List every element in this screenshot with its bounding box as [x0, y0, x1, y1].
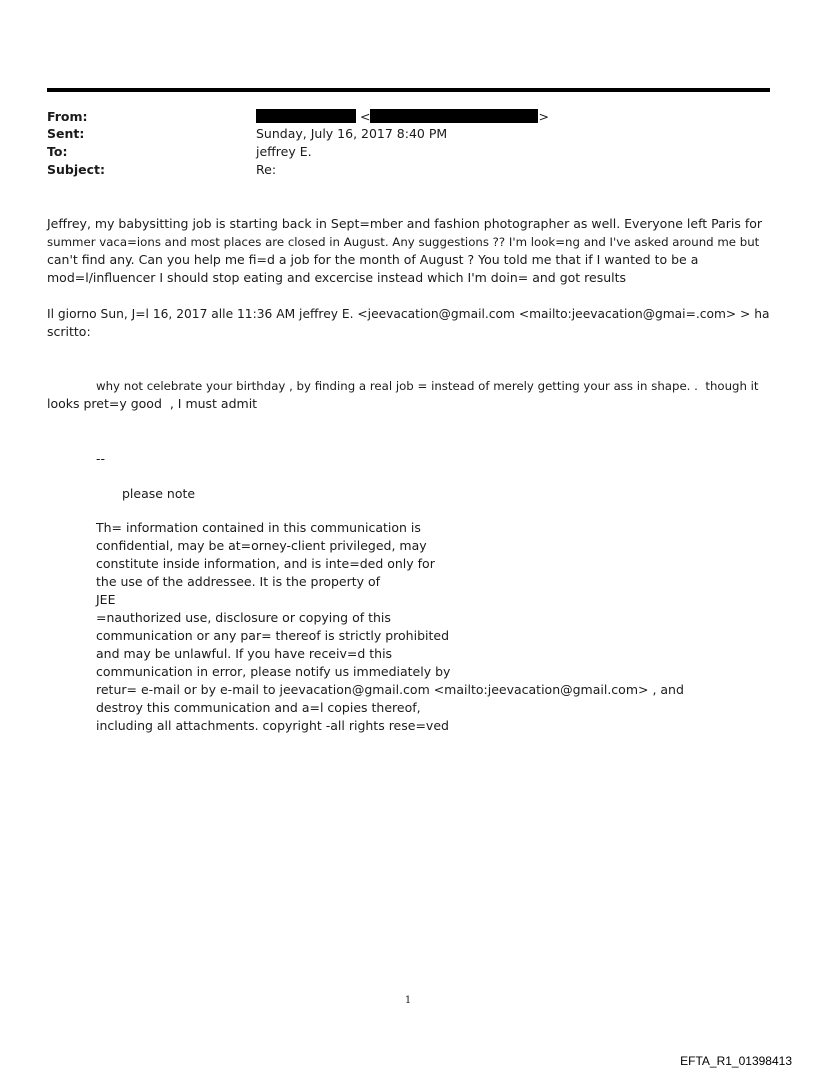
disclaimer-line-8: and may be unlawful. If you have receiv=d this — [96, 646, 393, 661]
please-note: please note — [122, 486, 196, 501]
redacted-sender-email — [370, 109, 538, 123]
disclaimer-line-10: retur= e-mail or by e-mail to jeevacation@gmail.com <mailto:jeevacation@gmail.com> , and — [96, 682, 684, 697]
disclaimer-line-3: constitute inside information, and is inte=ded only for — [96, 556, 435, 571]
sent-value: Sunday, July 16, 2017 8:40 PM — [256, 126, 448, 141]
quote-header-line-2: scritto: — [47, 324, 91, 339]
body-line-4: mod=l/influencer I should stop eating and excercise instead which I'm doin= and got results — [47, 270, 627, 285]
subject-label: Subject: — [47, 162, 105, 177]
quoted-line-1: why not celebrate your birthday , by finding a real job = instead of merely getting your ass in shape. . though it — [96, 379, 759, 393]
quoted-line-2: looks pret=y good , I must admit — [47, 396, 258, 411]
from-label: From: — [47, 109, 88, 124]
quote-header-line-1: Il giorno Sun, J=l 16, 2017 alle 11:36 AM jeffrey E. <jeevacation@gmail.com <mailto:jeevacation@gmai=.com> > ha — [47, 307, 770, 321]
body-line-2: summer vaca=ions and most places are closed in August. Any suggestions ?? I'm look=ng and I've asked around me but — [47, 235, 760, 249]
from-angle-open: < — [359, 109, 371, 124]
to-value: jeffrey E. — [256, 144, 312, 159]
disclaimer-line-12: including all attachments. copyright -all rights rese=ved — [96, 718, 449, 733]
sent-label: Sent: — [47, 126, 85, 141]
page-number: 1 — [404, 995, 412, 1006]
disclaimer-line-5: JEE — [96, 592, 116, 607]
from-value — [256, 108, 549, 126]
disclaimer-line-1: Th= information contained in this communication is — [96, 520, 421, 535]
bates-number: EFTA_R1_01398413 — [680, 1054, 792, 1068]
header-top-rule — [47, 88, 770, 92]
body-line-1: Jeffrey, my babysitting job is starting back in Sept=mber and fashion photographer as well. Everyone left Paris for — [47, 216, 763, 231]
disclaimer-line-11: destroy this communication and a=l copies thereof, — [96, 700, 421, 715]
body-line-3: can't find any. Can you help me fi=d a job for the month of August ? You told me that if I wanted to be a — [47, 252, 699, 267]
from-angle-close: > — [538, 109, 549, 124]
redacted-sender-name — [256, 109, 356, 123]
disclaimer-line-7: communication or any par= thereof is strictly prohibited — [96, 628, 450, 643]
to-label: To: — [47, 144, 68, 159]
disclaimer-line-9: communication in error, please notify us immediately by — [96, 664, 451, 679]
subject-value: Re: — [256, 162, 277, 177]
disclaimer-line-4: the use of the addressee. It is the property of — [96, 574, 381, 589]
signature-dashes: -- — [96, 451, 106, 466]
disclaimer-line-6: =nauthorized use, disclosure or copying of this — [96, 610, 391, 625]
disclaimer-line-2: confidential, may be at=orney-client privileged, may — [96, 538, 427, 553]
